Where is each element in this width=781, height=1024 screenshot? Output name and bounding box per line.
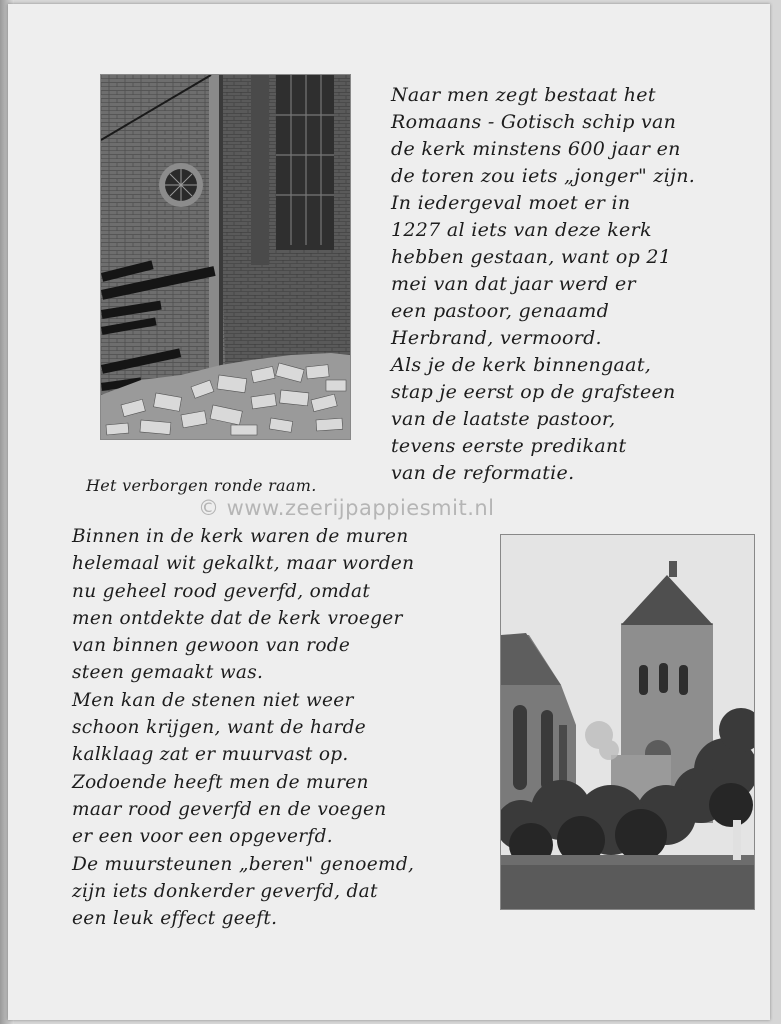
photo-round-window bbox=[100, 74, 351, 440]
photo-caption: Het verborgen ronde raam. bbox=[86, 476, 317, 495]
watermark: © www.zeerijpappiesmit.nl bbox=[198, 496, 495, 520]
photo-church-tower-image bbox=[501, 535, 754, 909]
photo-round-window-image bbox=[101, 75, 350, 439]
bottom-paragraph: Binnen in de kerk waren de muren helemaal wit gekalkt, maar worden nu geheel rood geverfd, omdat men ontdekte dat de kerk vroeger van binnen gewoon van rode steen gemaakt was. Men kan de stenen niet weer schoon krijgen, want de harde kalklaag zat er muurvast op. Zodoende heeft men de muren maar rood geverfd en de voegen er een voor een opgeverfd. De muursteunen „beren" genoemd, zijn iets donkerder geverfd, dat een leuk effect geeft. bbox=[72, 526, 415, 930]
top-paragraph: Naar men zegt bestaat het Romaans - Gotisch schip van de kerk minstens 600 jaar en de toren zou iets „jonger" zijn. In iedergeval moet er in 1227 al iets van deze kerk hebben gestaan, want op 21 mei van dat jaar werd er een pastoor, genaamd Herbrand, vermoord. Als je de kerk binnengaat, stap je eerst op de grafsteen van de laatste pastoor, tevens eerste predikant van de reformatie. bbox=[391, 84, 696, 484]
photo-church-tower bbox=[500, 534, 755, 910]
